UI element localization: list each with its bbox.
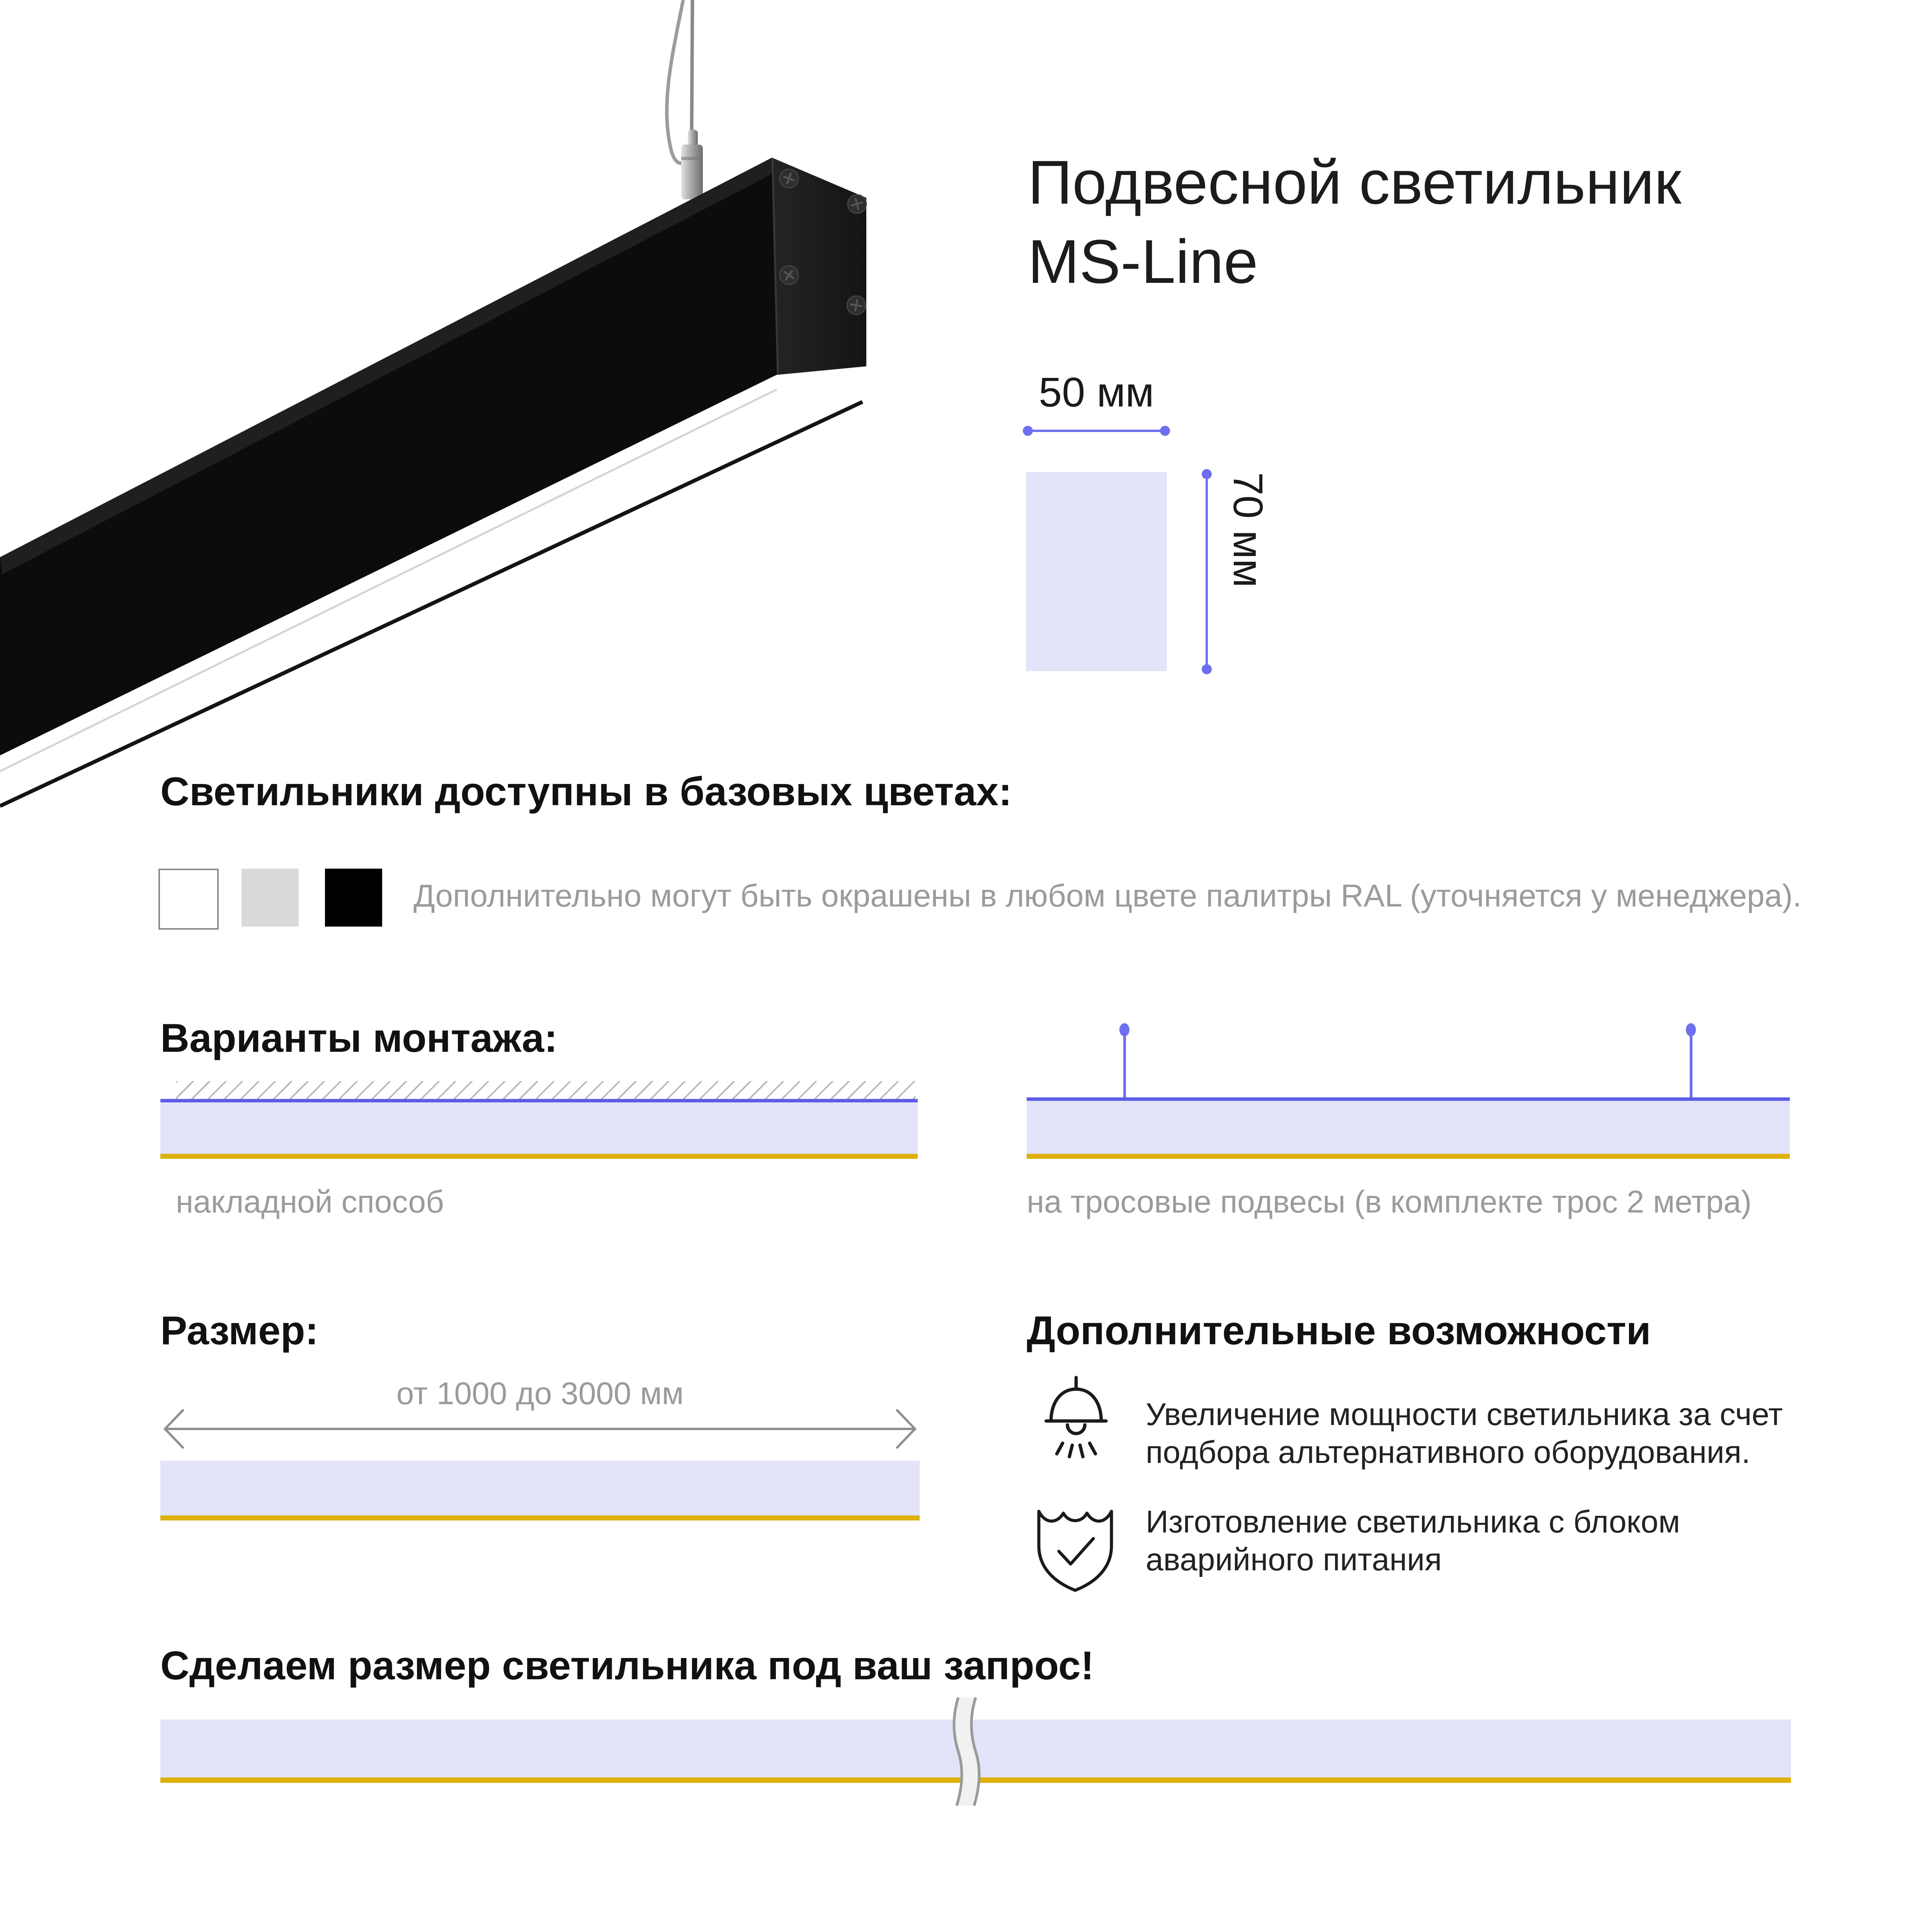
dim-dot <box>1023 426 1033 436</box>
mount-a-light-edge <box>160 1154 918 1159</box>
size-fixture-bar <box>160 1461 920 1515</box>
ral-note: Дополнительно могут быть окрашены в любом цвете палитры RAL (уточняется у менеджера). <box>413 878 1802 913</box>
suspension-wire <box>1690 1031 1692 1100</box>
ceiling-hatch <box>176 1081 916 1099</box>
dim-dot <box>1160 426 1170 436</box>
mount-b-light-edge <box>1027 1154 1790 1159</box>
custom-size-heading: Сделаем размер светильника под ваш запрос! <box>160 1643 1094 1688</box>
suspension-cable-icon <box>667 0 703 199</box>
profile-cross-section <box>1026 472 1167 671</box>
width-dimension-label: 50 мм <box>1039 369 1154 415</box>
feature-item-power: Увеличение мощности светильника за счет подбора альтернативного оборудования. <box>1146 1397 1783 1470</box>
mount-b-fixture-bar <box>1027 1101 1790 1154</box>
mount-a-fixture-bar <box>160 1102 918 1154</box>
colors-section-heading: Светильники доступны в базовых цветах: <box>160 769 1012 814</box>
color-swatch-gray <box>242 869 299 927</box>
suspension-wire-anchor <box>1686 1023 1696 1036</box>
mount-a-top-edge <box>160 1099 918 1102</box>
page-title: Подвесной светильник MS-Line <box>1028 148 1682 296</box>
mount-a-caption: накладной способ <box>176 1184 444 1219</box>
pendant-lamp-icon <box>1028 1374 1124 1470</box>
color-swatch-black <box>325 869 382 927</box>
size-range-label: от 1000 до 3000 мм <box>396 1376 684 1411</box>
mount-b-top-edge <box>1027 1097 1790 1101</box>
height-dimension-line <box>1206 472 1208 671</box>
feature-item-emergency: Изготовление светильника с блоком аварийного питания <box>1146 1504 1680 1578</box>
suspension-wire-anchor <box>1119 1023 1129 1036</box>
size-arrow <box>160 1406 920 1451</box>
size-heading: Размер: <box>160 1308 319 1353</box>
lamp-body <box>0 158 866 806</box>
width-dimension-line <box>1026 430 1167 432</box>
shield-check-icon <box>1030 1499 1121 1600</box>
size-light-edge <box>160 1515 920 1520</box>
mount-b-caption: на тросовые подвесы (в комплекте трос 2 метра) <box>1027 1184 1752 1219</box>
dim-dot <box>1202 469 1212 479</box>
dim-dot <box>1202 664 1212 674</box>
length-break-icon <box>941 1696 995 1808</box>
mounting-heading: Варианты монтажа: <box>160 1016 558 1061</box>
color-swatch-white <box>158 869 219 930</box>
suspension-wire <box>1123 1031 1126 1100</box>
height-dimension-label: 70 мм <box>1225 472 1272 588</box>
lamp-product-image <box>0 0 927 850</box>
features-heading: Дополнительные возможности <box>1027 1308 1651 1353</box>
